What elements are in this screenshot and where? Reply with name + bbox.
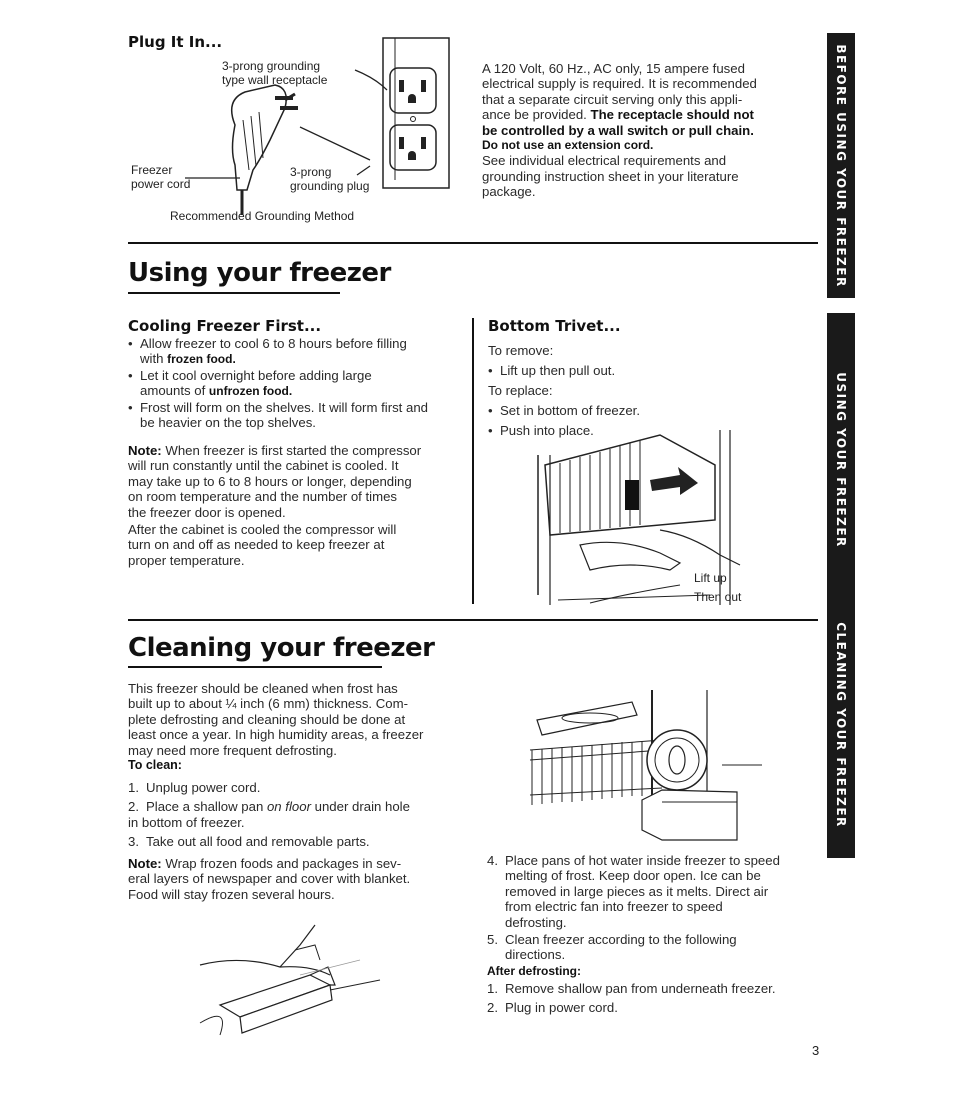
tab-using[interactable] — [827, 313, 855, 606]
then-out-label: Then out — [694, 590, 742, 604]
column-divider — [472, 318, 474, 604]
divider-top — [128, 242, 818, 244]
tab-label: CLEANING YOUR FREEZER — [834, 621, 848, 828]
replace-step: • Push into place. — [488, 421, 788, 441]
plug-text-line: package. — [482, 184, 536, 200]
note-label: Note: — [128, 443, 162, 458]
remove-label: To remove: — [488, 343, 554, 358]
bullet-line: • Let it cool overnight before adding large — [140, 367, 372, 383]
cooling-note — [128, 443, 458, 520]
cleaning-intro — [128, 681, 458, 773]
plug-text-line: ance be provided. — [482, 107, 587, 123]
note-line: Food will stay frozen several hours. — [128, 886, 335, 902]
replace-step: • Set in bottom of freezer. — [488, 401, 788, 421]
step-line: Unplug power cord. — [146, 780, 261, 795]
cleaning-step — [128, 799, 458, 832]
intro-line: plete defrosting and cleaning should be done at — [128, 711, 406, 727]
cleaning-step — [487, 932, 817, 963]
trivet-title: Bottom Trivet... — [488, 317, 621, 335]
tab-label: BEFORE USING YOUR FREEZER — [834, 43, 848, 288]
after-cooled-text — [128, 522, 458, 568]
cleaning-step — [128, 834, 458, 851]
receptacle-label-line: type wall receptacle — [222, 73, 328, 87]
note-line: on room temperature and the number of times — [128, 489, 398, 505]
cleaning-title-underline — [128, 666, 382, 668]
step-line: Remove shallow pan from underneath freezer. — [505, 981, 776, 997]
tab-before-using[interactable] — [827, 33, 855, 298]
step-number: 2. — [487, 1000, 498, 1016]
intro-line: may need more frequent defrosting. — [128, 742, 337, 758]
using-title: Using your freezer — [128, 258, 391, 288]
grounding-caption: Recommended Grounding Method — [170, 209, 355, 223]
cleaning-steps-right — [487, 853, 817, 1017]
bullet-bold: frozen food. — [167, 352, 236, 367]
remove-step: • Lift up then pull out. — [488, 361, 788, 381]
tab-cleaning[interactable] — [827, 591, 855, 858]
cooling-bullet — [128, 368, 458, 400]
plug-bold-line: be controlled by a wall switch or pull chain. — [482, 122, 754, 138]
step-line: removed in large pieces as it melts. Direct air — [505, 883, 769, 899]
step-number: 5. — [487, 932, 498, 948]
plug-label-line: 3-prong — [290, 165, 332, 179]
step-line: Place pans of hot water inside freezer to speed — [505, 853, 780, 868]
step-line: Take out all food and removable parts. — [146, 833, 370, 849]
cooling-title: Cooling Freezer First... — [128, 317, 322, 335]
step-number: 4. — [487, 853, 498, 868]
after-defrosting-label: After defrosting: — [487, 963, 581, 978]
step-line: melting of frost. Keep door open. Ice can be — [505, 868, 761, 884]
receptacle-label-line: 3-prong grounding — [222, 59, 321, 73]
cleaning-title: Cleaning your freezer — [128, 633, 435, 663]
plug-section-title: Plug It In... — [128, 33, 223, 51]
cleaning-step — [128, 780, 458, 797]
replace-label: To replace: — [488, 383, 553, 398]
divider-middle — [128, 619, 818, 621]
after-line: turn on and off as needed to keep freezer at — [128, 537, 385, 553]
bullet-line: be heavier on the top shelves. — [140, 415, 316, 431]
bullet-line: amounts of — [140, 383, 209, 399]
step-line: Clean freezer according to the following — [505, 932, 737, 948]
note-line: may take up to 6 to 8 hours or longer, depending — [128, 473, 412, 489]
step-line: under drain hole — [310, 798, 410, 814]
cooling-bullet — [128, 336, 458, 368]
note-line: Wrap frozen foods and packages in sev- — [161, 856, 402, 871]
step-number: 2. — [128, 798, 139, 814]
plug-text-line: See individual electrical requirements and — [482, 153, 727, 169]
intro-line: least once a year. In high humidity areas, a freezer — [128, 727, 424, 743]
step-line: Plug in power cord. — [505, 1000, 618, 1016]
intro-line: built up to about ¼ inch (6 mm) thickness. Com- — [128, 696, 408, 712]
using-title-underline — [128, 292, 340, 294]
tab-label: USING YOUR FREEZER — [834, 371, 848, 548]
cleaning-step — [487, 853, 817, 930]
plug-label — [290, 165, 369, 193]
step-line: in bottom of freezer. — [128, 815, 245, 830]
plug-text-line: grounding instruction sheet in your literature — [482, 168, 739, 184]
step-line: defrosting. — [505, 914, 567, 930]
bullet-bold: unfrozen food. — [208, 384, 293, 399]
note-line: will run constantly until the cabinet is cooled. It — [128, 458, 399, 474]
bullet-line: • Allow freezer to cool 6 to 8 hours before filling — [140, 336, 407, 351]
note-line: the freezer door is opened. — [128, 504, 286, 520]
step-number: 1. — [128, 780, 139, 795]
step-number: 1. — [487, 981, 498, 997]
step-italic: on floor — [266, 798, 311, 814]
bullet-line: • Frost will form on the shelves. It will form first and — [140, 399, 429, 415]
extension-cord-warning: Do not use an extension cord. — [482, 138, 654, 153]
after-step — [487, 979, 817, 998]
note-line: eral layers of newspaper and cover with blanket. — [128, 871, 411, 887]
after-line: After the cabinet is cooled the compressor will — [128, 522, 397, 537]
after-line: proper temperature. — [128, 552, 245, 568]
cleaning-note — [128, 856, 458, 902]
step-number: 3. — [128, 833, 139, 849]
plug-label-line: grounding plug — [290, 179, 370, 193]
cord-label-line: Freezer — [131, 163, 173, 177]
plug-text-line: A 120 Volt, 60 Hz., AC only, 15 ampere fused — [482, 61, 745, 76]
bullet-line: with — [140, 351, 168, 367]
note-label: Note: — [128, 856, 162, 871]
cooling-list — [128, 336, 458, 430]
step-line: directions. — [505, 947, 566, 963]
cooling-bullet — [128, 400, 458, 431]
cord-label — [131, 163, 190, 191]
plug-text-line: that a separate circuit serving only this appli- — [482, 91, 743, 107]
intro-line: This freezer should be cleaned when frost has — [128, 681, 398, 696]
receptacle-label — [222, 59, 327, 87]
lift-up-label: Lift up — [694, 571, 727, 585]
defrost-fan-illustration — [522, 680, 772, 845]
cleaning-steps — [128, 780, 458, 850]
plug-bold-inline: The receptacle should not — [590, 107, 754, 123]
step-line: from electric fan into freezer to speed — [505, 899, 723, 915]
page-number: 3 — [812, 1043, 820, 1058]
note-line: When freezer is first started the compressor — [161, 443, 422, 458]
to-clean-label: To clean: — [128, 758, 182, 773]
cord-label-line: power cord — [131, 177, 191, 191]
plug-text — [482, 61, 812, 200]
step-line: Place a shallow pan — [146, 798, 267, 814]
wrapped-food-illustration — [180, 905, 430, 1045]
plug-text-line: electrical supply is required. It is recommended — [482, 76, 757, 92]
after-step — [487, 998, 817, 1017]
